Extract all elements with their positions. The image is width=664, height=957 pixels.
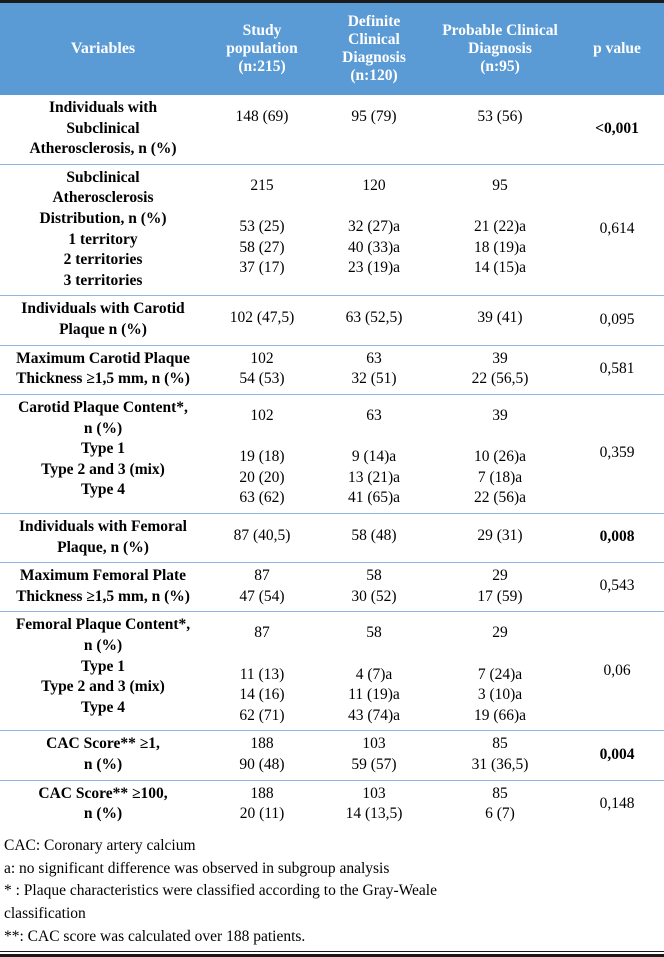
row-label-line: Atherosclerosis — [52, 189, 154, 207]
cell-line: 39 (41) — [477, 309, 523, 327]
cell-line: 58 — [366, 567, 382, 585]
probable-line-3: (n:95) — [480, 58, 520, 76]
row-label-maximum-carotid-plaque-thickness — [0, 345, 206, 394]
cell-line: 47 (54) — [239, 587, 285, 605]
cell-femoral-plaque-content-probable — [430, 612, 570, 731]
column-header-study-population — [206, 3, 318, 95]
cell-line: 188 — [250, 784, 274, 802]
cell-line: 102 — [250, 406, 274, 424]
cell-line: 103 — [362, 784, 386, 802]
cell-line: 20 (20) — [239, 468, 285, 486]
cell-line: 87 — [254, 567, 270, 585]
row-label-line: Thickness ≥1,5 mm, n (%) — [16, 370, 190, 388]
cell-individuals-subclinical-atherosclerosis-definite — [318, 95, 430, 164]
row-label-line: Distribution, n (%) — [39, 210, 167, 228]
row-label-line: Individuals with Femoral — [19, 517, 187, 535]
cell-line: 102 — [250, 349, 274, 367]
row-label-individuals-femoral-plaque — [0, 513, 206, 562]
cell-line: 14 (13,5) — [345, 805, 403, 823]
probable-line-1: Probable Clinical — [442, 21, 558, 39]
row-label-line: Type 4 — [80, 481, 126, 499]
header-row — [0, 3, 664, 95]
cell-carotid-plaque-content-study — [206, 394, 318, 513]
cell-individuals-femoral-plaque-definite — [318, 513, 430, 562]
row-label-line: Plaque n (%) — [59, 321, 147, 339]
cell-subclinical-atherosclerosis-distribution-probable — [430, 164, 570, 296]
cell-line: 39 — [492, 406, 508, 424]
cell-line: 32 (27)a — [347, 218, 401, 236]
table-row — [0, 513, 664, 562]
row-label-line: Femoral Plaque Content*, — [15, 616, 191, 634]
table-row — [0, 394, 664, 513]
cell-line: 19 (18) — [239, 448, 285, 466]
column-header-p-value-label: p value — [593, 39, 641, 57]
cell-subclinical-atherosclerosis-distribution-p-value: 0,614 — [570, 164, 664, 296]
definite-line-1: Definite — [347, 12, 401, 30]
table-row — [0, 296, 664, 345]
cell-carotid-plaque-content-definite — [318, 394, 430, 513]
cell-line: 39 — [492, 349, 508, 367]
cell-line: 17 (59) — [477, 587, 523, 605]
row-label-line: Carotid Plaque Content*, — [18, 398, 188, 416]
cell-line: 40 (33)a — [347, 238, 401, 256]
row-label-line: Thickness ≥1,5 mm, n (%) — [16, 587, 190, 605]
row-label-line: 2 territories — [63, 251, 143, 269]
cell-cac-score-ge-1-probable — [430, 731, 570, 780]
row-label-cac-score-ge-1 — [0, 731, 206, 780]
column-header-variables-label: Variables — [70, 39, 136, 57]
row-label-line: 1 territory — [68, 230, 138, 248]
cell-cac-score-ge-1-study — [206, 731, 318, 780]
cell-line: 54 (53) — [239, 370, 285, 388]
row-label-line: CAC Score** ≥1, — [46, 735, 160, 753]
cell-line: 23 (19)a — [347, 259, 401, 277]
cell-cac-score-ge-1-definite — [318, 731, 430, 780]
definite-line-2: Clinical — [348, 30, 400, 48]
row-label-line: CAC Score** ≥100, — [38, 784, 168, 802]
table-row — [0, 164, 664, 296]
cell-line: 13 (21)a — [347, 468, 401, 486]
cell-individuals-femoral-plaque-p-value: 0,008 — [570, 513, 664, 562]
cell-line: 32 (51) — [351, 370, 397, 388]
cell-line: 103 — [362, 735, 386, 753]
cell-line: 215 — [250, 176, 274, 194]
cell-line: 6 (7) — [485, 805, 515, 823]
cell-subclinical-atherosclerosis-distribution-study — [206, 164, 318, 296]
cell-maximum-femoral-plate-thickness-study — [206, 563, 318, 612]
table-body — [0, 95, 664, 829]
cell-line: 87 (40,5) — [233, 526, 291, 544]
row-label-line: Atherosclerosis, n (%) — [29, 140, 177, 158]
cell-individuals-femoral-plaque-probable — [430, 513, 570, 562]
cell-individuals-subclinical-atherosclerosis-study — [206, 95, 318, 164]
cell-line: 63 (52,5) — [345, 309, 403, 327]
cell-line: 11 (13) — [239, 665, 285, 683]
row-label-line: n (%) — [83, 419, 123, 437]
cell-line: 58 (48) — [351, 526, 397, 544]
row-label-line: Type 2 and 3 (mix) — [41, 460, 165, 478]
cell-femoral-plaque-content-definite — [318, 612, 430, 731]
row-label-carotid-plaque-content — [0, 394, 206, 513]
footnote-4: **: CAC score was calculated over 188 patients. — [4, 928, 306, 946]
table-row — [0, 563, 664, 612]
definite-line-3: Diagnosis — [342, 49, 406, 66]
footnote-0: CAC: Coronary artery calcium — [4, 836, 196, 854]
cell-line: 90 (48) — [239, 756, 285, 774]
cell-line: 7 (18)a — [477, 468, 523, 486]
table-row — [0, 345, 664, 394]
cell-line: 53 (25) — [239, 218, 285, 236]
table-row — [0, 780, 664, 829]
row-label-line: n (%) — [83, 756, 123, 774]
cell-line: 87 — [254, 624, 270, 642]
study-population-line-3: (n:215) — [238, 58, 286, 76]
cell-maximum-femoral-plate-thickness-p-value: 0,543 — [570, 563, 664, 612]
definite-line-4: (n:120) — [350, 67, 398, 85]
cell-line: 10 (26)a — [473, 448, 527, 466]
row-label-line: 3 territories — [63, 271, 143, 289]
cell-femoral-plaque-content-study — [206, 612, 318, 731]
row-label-line: Subclinical — [66, 119, 140, 137]
cell-line: 148 (69) — [235, 108, 289, 125]
row-label-line: Individuals with — [48, 99, 158, 116]
cell-cac-score-ge-100-p-value: 0,148 — [570, 780, 664, 829]
footnote-2: * : Plaque characteristics were classified according to the Gray-Weale — [4, 882, 437, 900]
cell-line: 95 (79) — [351, 108, 397, 125]
cell-line: 62 (71) — [239, 706, 285, 724]
cell-line: 20 (11) — [239, 805, 285, 823]
subclinical-atherosclerosis-table — [0, 3, 664, 829]
cell-line: 22 (56,5) — [471, 370, 529, 388]
cell-cac-score-ge-1-p-value: 0,004 — [570, 731, 664, 780]
cell-line: 188 — [250, 735, 274, 753]
row-label-individuals-subclinical-atherosclerosis — [0, 95, 206, 164]
cell-maximum-femoral-plate-thickness-definite — [318, 563, 430, 612]
table-row — [0, 95, 664, 164]
cell-line: 59 (57) — [351, 756, 397, 774]
cell-line: 85 — [492, 784, 508, 802]
study-population-line-2: population — [226, 39, 298, 57]
cell-individuals-carotid-plaque-probable — [430, 296, 570, 345]
cell-maximum-carotid-plaque-thickness-study — [206, 345, 318, 394]
cell-line: 37 (17) — [239, 259, 285, 277]
cell-line: 4 (7)a — [355, 665, 393, 683]
cell-line: 9 (14)a — [351, 448, 397, 466]
cell-cac-score-ge-100-definite — [318, 780, 430, 829]
row-label-line: Plaque, n (%) — [57, 538, 149, 556]
cell-individuals-subclinical-atherosclerosis-p-value: <0,001 — [595, 119, 639, 137]
row-label-line: Type 4 — [80, 698, 126, 716]
table-row — [0, 731, 664, 780]
column-header-p-value — [570, 3, 664, 95]
cell-maximum-femoral-plate-thickness-probable — [430, 563, 570, 612]
table-bottom-border — [0, 954, 664, 957]
cell-cac-score-ge-100-probable — [430, 780, 570, 829]
cell-line: 53 (56) — [477, 108, 523, 125]
cell-line: 41 (65)a — [347, 489, 401, 507]
cell-line: 43 (74)a — [347, 706, 401, 724]
row-label-line: Type 1 — [80, 440, 126, 458]
cell-maximum-carotid-plaque-thickness-p-value: 0,581 — [570, 345, 664, 394]
cell-individuals-femoral-plaque-study — [206, 513, 318, 562]
cell-line: 18 (19)a — [473, 238, 527, 256]
cell-line: 102 (47,5) — [229, 309, 295, 327]
cell-line: 7 (24)a — [477, 665, 523, 683]
cell-line: 11 (19)a — [348, 686, 400, 704]
row-label-subclinical-atherosclerosis-distribution — [0, 164, 206, 296]
study-population-line-1: Study — [242, 21, 282, 39]
row-label-line: Type 1 — [80, 657, 126, 675]
table-footnotes — [0, 829, 664, 951]
row-label-line: Individuals with Carotid — [21, 300, 185, 318]
column-header-variables — [0, 3, 206, 95]
cell-individuals-carotid-plaque-p-value: 0,095 — [570, 296, 664, 345]
cell-carotid-plaque-content-p-value: 0,359 — [570, 394, 664, 513]
probable-line-2: Diagnosis — [468, 39, 532, 57]
column-header-definite-clinical-diagnosis — [318, 3, 430, 95]
cell-line: 29 (31) — [477, 526, 523, 544]
footnote-3: classification — [4, 905, 86, 923]
column-header-probable-clinical-diagnosis — [430, 3, 570, 95]
cell-line: 21 (22)a — [473, 218, 527, 236]
cell-line: 95 — [492, 176, 508, 194]
cell-line: 14 (15)a — [473, 259, 527, 277]
cell-individuals-carotid-plaque-study — [206, 296, 318, 345]
cell-line: 14 (16) — [239, 686, 285, 704]
cell-line: 29 — [492, 567, 508, 585]
cell-individuals-carotid-plaque-definite — [318, 296, 430, 345]
cell-line: 3 (10)a — [477, 686, 523, 704]
cell-line: 30 (52) — [351, 587, 397, 605]
cell-maximum-carotid-plaque-thickness-definite — [318, 345, 430, 394]
cell-line: 31 (36,5) — [471, 756, 529, 774]
cell-line: 58 — [366, 624, 382, 642]
cell-carotid-plaque-content-probable — [430, 394, 570, 513]
cell-line: 120 — [362, 176, 386, 194]
cell-line: 58 (27) — [239, 238, 285, 256]
cell-line: 22 (56)a — [473, 489, 527, 507]
cell-line: 63 (62) — [239, 489, 285, 507]
cell-line: 63 — [366, 406, 382, 424]
table-header — [0, 3, 664, 95]
cell-line: 63 — [366, 349, 382, 367]
row-label-femoral-plaque-content — [0, 612, 206, 731]
row-label-maximum-femoral-plate-thickness — [0, 563, 206, 612]
cell-line: 29 — [492, 624, 508, 642]
row-label-line: Maximum Carotid Plaque — [16, 349, 190, 367]
row-label-line: n (%) — [83, 637, 123, 655]
row-label-line: n (%) — [83, 805, 123, 823]
cell-line: 85 — [492, 735, 508, 753]
cell-maximum-carotid-plaque-thickness-probable — [430, 345, 570, 394]
cell-individuals-subclinical-atherosclerosis-probable — [430, 95, 570, 164]
cell-femoral-plaque-content-p-value: 0,06 — [570, 612, 664, 731]
row-label-line: Subclinical — [66, 168, 140, 186]
cell-subclinical-atherosclerosis-distribution-definite — [318, 164, 430, 296]
row-label-individuals-carotid-plaque — [0, 296, 206, 345]
cell-line: 19 (66)a — [473, 706, 527, 724]
row-label-line: Maximum Femoral Plate — [19, 567, 187, 585]
cell-cac-score-ge-100-study — [206, 780, 318, 829]
row-label-line: Type 2 and 3 (mix) — [41, 678, 165, 696]
footnote-1: a: no significant difference was observed in subgroup analysis — [4, 859, 390, 877]
table-row — [0, 612, 664, 731]
row-label-cac-score-ge-100 — [0, 780, 206, 829]
